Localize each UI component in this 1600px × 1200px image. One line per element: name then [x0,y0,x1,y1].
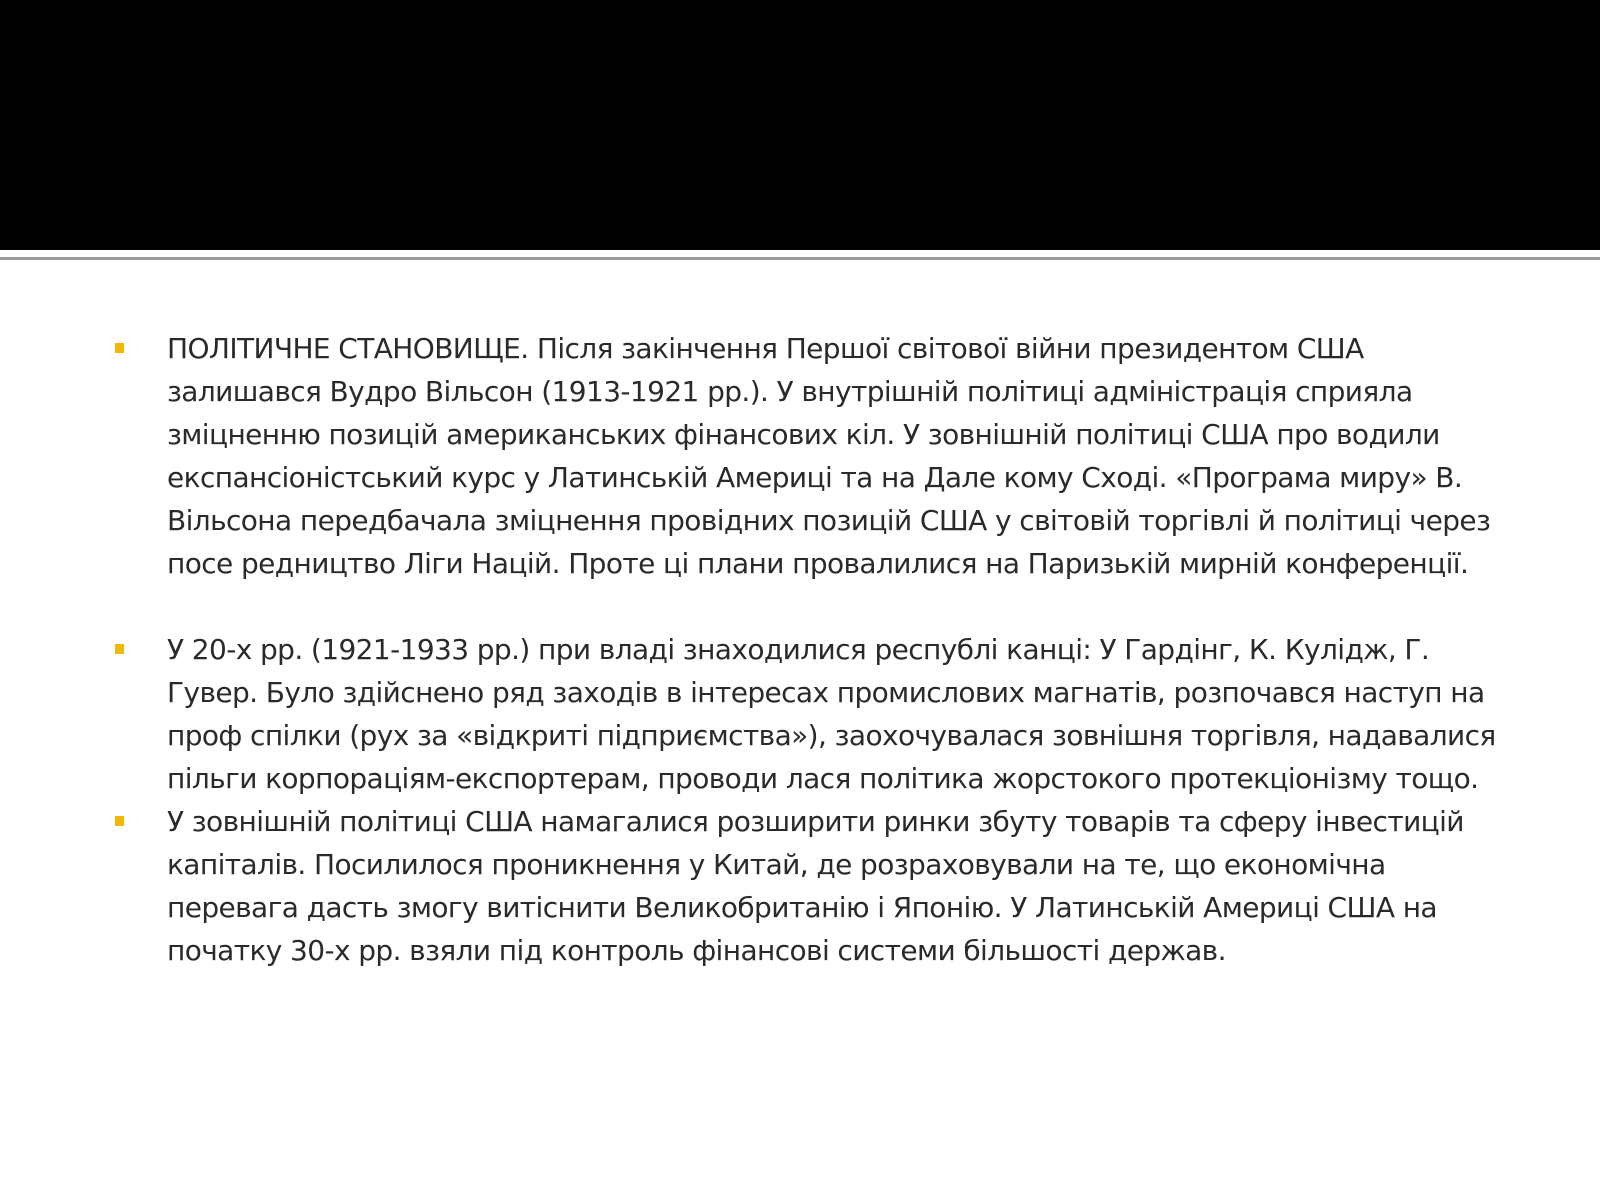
bullet-item-republicans-1920s [110,628,1510,800]
square-bullet-icon [115,644,124,654]
bullet-text: ПОЛІТИЧНЕ СТАНОВИЩЕ. Після закінчення Першої світової війни президентом США залишався Вудро Вільсон (1913-1921 рр.). У внутрішній політиці адміністрація сприяла зміцненню позицій американських фінансових кіл. У зовнішній політиці США про водили експансіоністський курс у Латинській Америці та на Дале кому Сході. «Програма миру» В. Вільсона передбачала зміцнення провідних позицій США у світовій торгівлі й політиці через посе редництво Ліги Націй. Проте ці плани провалилися на Паризькій мирній конференції. [167,332,1491,580]
bullet-text: У зовнішній політиці США намагалися розширити ринки збуту товарів та сферу інвестицій капіталів. Посилилося проникнення у Китай, де розраховували на те, що економічна перевага дасть змогу витіснити Великобританію і Японію. У Латинській Америці США на початку 30-х рр. взяли під контроль фінансові системи більшості держав. [167,805,1464,967]
bullet-list [110,327,1510,972]
title-divider-line [0,257,1600,260]
title-band [0,0,1600,250]
bullet-item-political-situation [110,327,1510,585]
bullet-item-foreign-policy [110,800,1510,972]
square-bullet-icon [115,816,124,826]
bullet-text: У 20-х рр. (1921-1933 рр.) при владі знаходилися республі канці: У Гардінг, К. Кулідж, Г. Гувер. Було здійснено ряд заходів в інтересах промислових магнатів, розпочався наступ на проф спілки (рух за «відкриті підприємства»), заохочувалася зовнішня торгівля, надавалися пільги корпораціям-експортерам, проводи лася політика жорстокого протекціонізму тощо. [167,633,1496,795]
square-bullet-icon [115,343,124,353]
